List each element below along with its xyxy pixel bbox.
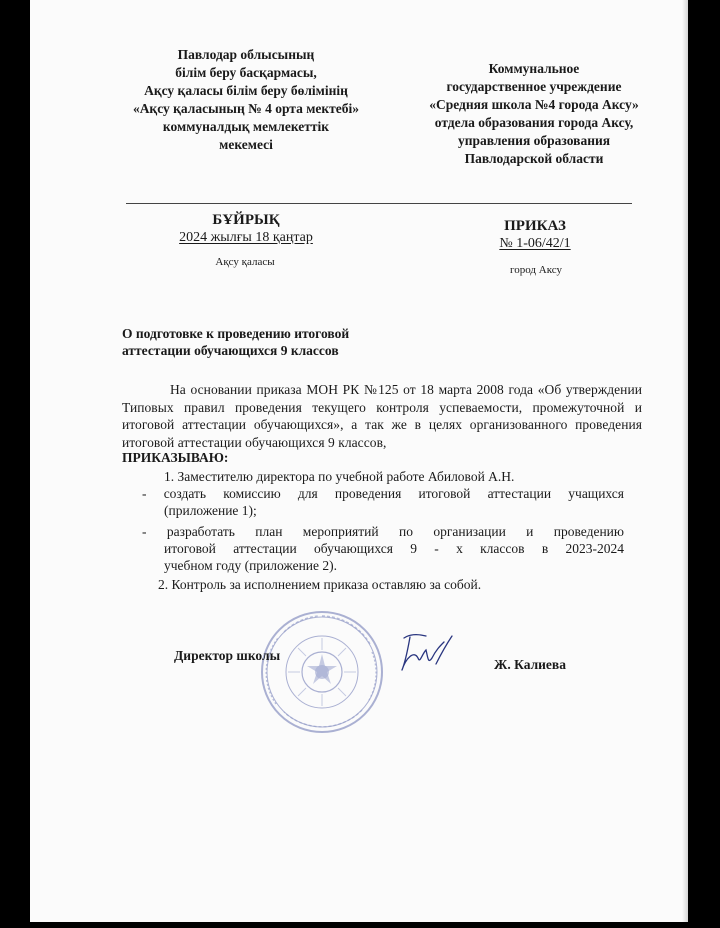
order-number: № 1-06/42/1: [499, 236, 571, 251]
order-subitem-2: - разработать план мероприятий по организации и проведению: [142, 524, 624, 539]
document-title-line: О подготовке к проведению итоговой: [122, 326, 350, 341]
document-title-line: аттестации обучающихся 9 классов: [122, 343, 339, 358]
order-item-1: 1. Заместителю директора по учебной работе Абиловой А.Н.: [164, 469, 515, 484]
order-subitem-2-cont: учебном году (приложение 2).: [164, 558, 338, 573]
document-page: [30, 0, 688, 922]
header-right-russian: [408, 60, 660, 168]
header-divider: [126, 203, 632, 204]
header-right-line: Коммунальное: [488, 61, 580, 76]
order-keyword: ПРИКАЗЫВАЮ:: [122, 450, 229, 465]
header-left-line: Павлодар облысының: [177, 47, 315, 62]
order-item-2: 2. Контроль за исполнением приказа оставляю за собой.: [158, 577, 482, 592]
order-subitem-2-cont: итоговой аттестации обучающихся 9 - х классов в 2023-2024: [164, 541, 624, 556]
header-left-line: білім беру басқармасы,: [175, 65, 317, 80]
header-right-line: «Средняя школа №4 города Аксу»: [429, 97, 639, 112]
signatory-role: Директор школы: [174, 648, 281, 663]
header-right-line: Павлодарской области: [464, 151, 604, 166]
preamble-paragraph: На основании приказа МОН РК №125 от 18 марта 2008 года «Об утверждении Типовых правил проведения текущего контроля успеваемости, промежуточной и итоговой аттестации обучающихся», а так же в целях организованного проведения итоговой аттестации обучающихся 9 классов,: [122, 382, 642, 450]
order-place-kazakh: Ақсу қаласы: [215, 256, 275, 268]
order-date: 2024 жылғы 18 қаңтар: [179, 230, 313, 245]
order-subitem-1-cont: (приложение 1);: [164, 503, 257, 518]
header-right-line: отдела образования города Аксу,: [434, 115, 634, 130]
header-left-kazakh: [116, 46, 376, 154]
order-subitem-1: - создать комиссию для проведения итоговой аттестации учащихся: [142, 486, 624, 501]
official-seal-stamp: [258, 608, 386, 736]
handwritten-signature: [396, 628, 458, 676]
signatory-name: Ж. Калиева: [494, 657, 566, 672]
header-right-line: государственное учреждение: [446, 79, 622, 94]
order-title-russian: ПРИКАЗ: [504, 218, 566, 234]
order-title-kazakh: БҰЙРЫҚ: [212, 212, 280, 228]
order-place-russian: город Аксу: [509, 264, 563, 276]
header-left-line: «Ақсу қаласының № 4 орта мектебі»: [132, 101, 360, 116]
header-left-line: коммуналдық мемлекеттік: [162, 119, 330, 134]
header-left-line: мекемесі: [219, 137, 273, 152]
header-right-line: управления образования: [457, 133, 611, 148]
header-left-line: Ақсу қаласы білім беру бөлімінің: [144, 83, 348, 98]
page-edge-shadow: [682, 0, 688, 922]
document-title: [122, 325, 349, 359]
